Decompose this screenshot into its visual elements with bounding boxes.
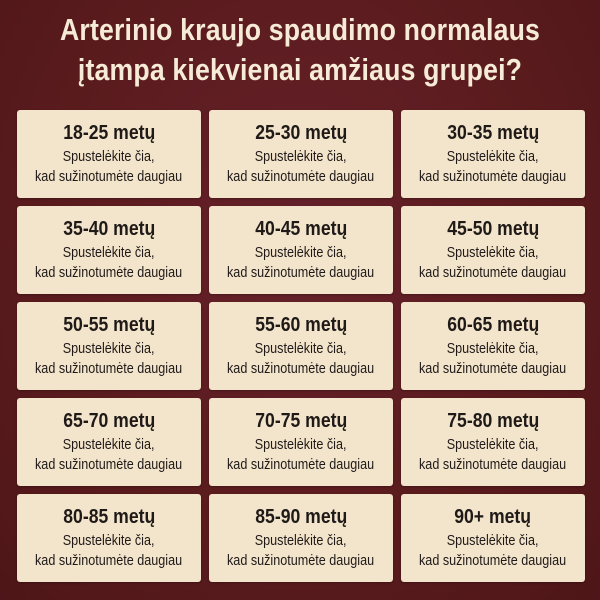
age-card-35-40[interactable]: [17, 206, 201, 294]
age-range-label: 50-55 metų: [63, 314, 155, 336]
age-group-grid: [17, 110, 585, 582]
cta-line-1: Spustelėkite čia,: [447, 532, 539, 549]
age-range-label: 85-90 metų: [255, 506, 347, 528]
age-card-30-35[interactable]: [401, 110, 585, 198]
age-range-label: 25-30 metų: [255, 122, 347, 144]
cta-line-2: kad sužinotumėte daugiau: [35, 360, 183, 377]
cta-line-1: Spustelėkite čia,: [447, 436, 539, 453]
age-card-80-85[interactable]: [17, 494, 201, 582]
cta-line-2: kad sužinotumėte daugiau: [227, 168, 375, 185]
age-card-18-25[interactable]: [17, 110, 201, 198]
cta-line-1: Spustelėkite čia,: [63, 148, 155, 165]
age-range-label: 30-35 metų: [447, 122, 539, 144]
cta-line-2: kad sužinotumėte daugiau: [227, 264, 375, 281]
age-card-45-50[interactable]: [401, 206, 585, 294]
age-card-70-75[interactable]: [209, 398, 393, 486]
age-card-25-30[interactable]: [209, 110, 393, 198]
age-card-65-70[interactable]: [17, 398, 201, 486]
cta-line-1: Spustelėkite čia,: [63, 340, 155, 357]
age-range-label: 65-70 metų: [63, 410, 155, 432]
cta-line-2: kad sužinotumėte daugiau: [419, 360, 567, 377]
cta-line-2: kad sužinotumėte daugiau: [227, 360, 375, 377]
page-title: [42, 10, 558, 90]
cta-line-2: kad sužinotumėte daugiau: [419, 456, 567, 473]
cta-line-1: Spustelėkite čia,: [63, 436, 155, 453]
cta-line-1: Spustelėkite čia,: [255, 340, 347, 357]
cta-line-2: kad sužinotumėte daugiau: [35, 168, 183, 185]
cta-line-1: Spustelėkite čia,: [255, 244, 347, 261]
age-card-50-55[interactable]: [17, 302, 201, 390]
cta-line-1: Spustelėkite čia,: [255, 436, 347, 453]
cta-line-1: Spustelėkite čia,: [447, 340, 539, 357]
cta-line-1: Spustelėkite čia,: [63, 244, 155, 261]
cta-line-1: Spustelėkite čia,: [255, 148, 347, 165]
cta-line-2: kad sužinotumėte daugiau: [227, 552, 375, 569]
cta-line-2: kad sužinotumėte daugiau: [419, 168, 567, 185]
age-card-90-plus[interactable]: [401, 494, 585, 582]
age-card-40-45[interactable]: [209, 206, 393, 294]
age-range-label: 40-45 metų: [255, 218, 347, 240]
age-card-85-90[interactable]: [209, 494, 393, 582]
cta-line-2: kad sužinotumėte daugiau: [35, 264, 183, 281]
age-range-label: 18-25 metų: [63, 122, 155, 144]
age-range-label: 35-40 metų: [63, 218, 155, 240]
cta-line-1: Spustelėkite čia,: [63, 532, 155, 549]
age-range-label: 80-85 metų: [63, 506, 155, 528]
cta-line-1: Spustelėkite čia,: [447, 148, 539, 165]
cta-line-2: kad sužinotumėte daugiau: [227, 456, 375, 473]
age-range-label: 75-80 metų: [447, 410, 539, 432]
page-title-line-1: Arterinio kraujo spaudimo normalaus: [59, 12, 541, 47]
cta-line-2: kad sužinotumėte daugiau: [35, 552, 183, 569]
cta-line-2: kad sužinotumėte daugiau: [419, 552, 567, 569]
page-title-line-2: įtampa kiekvienai amžiaus grupei?: [77, 52, 523, 87]
age-card-75-80[interactable]: [401, 398, 585, 486]
age-range-label: 45-50 metų: [447, 218, 539, 240]
age-range-label: 55-60 metų: [255, 314, 347, 336]
cta-line-2: kad sužinotumėte daugiau: [419, 264, 567, 281]
cta-line-1: Spustelėkite čia,: [447, 244, 539, 261]
age-range-label: 60-65 metų: [447, 314, 539, 336]
cta-line-2: kad sužinotumėte daugiau: [35, 456, 183, 473]
age-range-label: 90+ metų: [454, 506, 532, 528]
age-range-label: 70-75 metų: [255, 410, 347, 432]
cta-line-1: Spustelėkite čia,: [255, 532, 347, 549]
age-card-55-60[interactable]: [209, 302, 393, 390]
age-card-60-65[interactable]: [401, 302, 585, 390]
